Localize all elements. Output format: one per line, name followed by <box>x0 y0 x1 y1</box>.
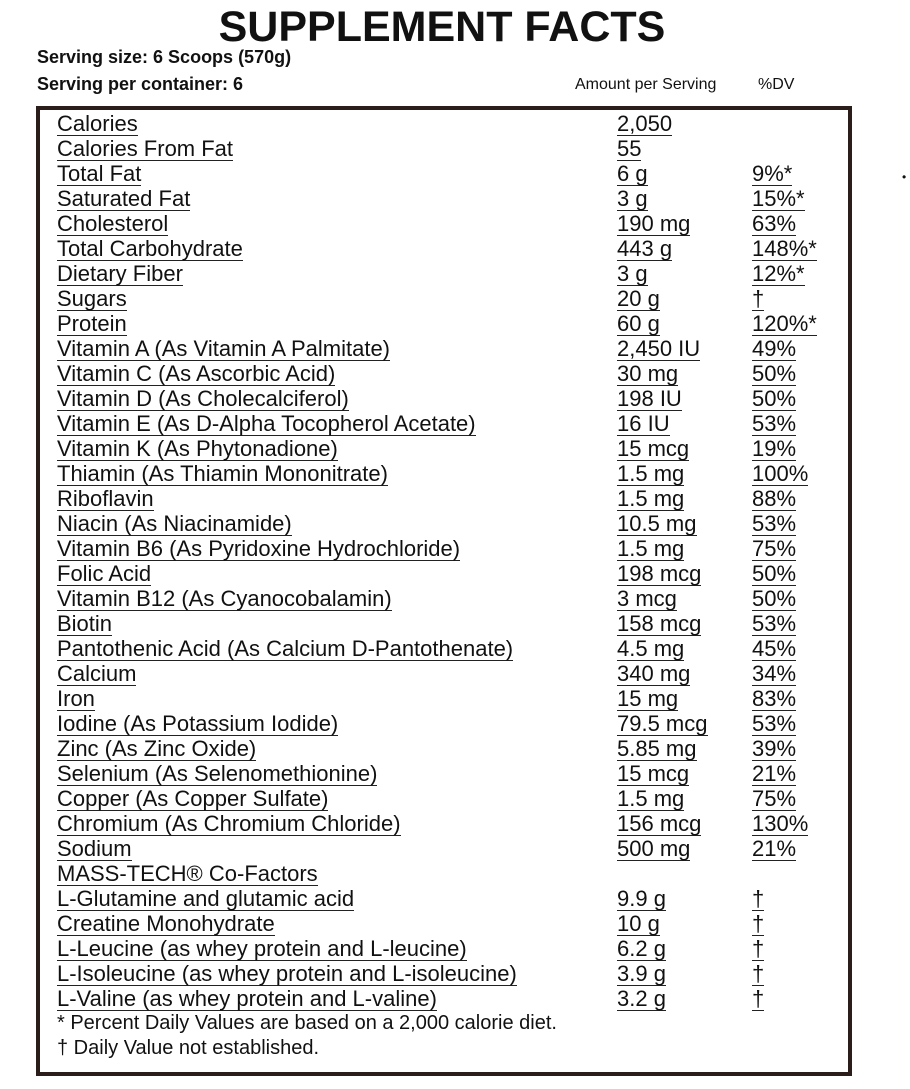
serving-size: Serving size: 6 Scoops (570g) <box>37 47 292 67</box>
nutrient-dv: † <box>752 961 765 986</box>
nutrient-name: Calories From Fat <box>57 136 234 161</box>
nutrient-amount: 10 g <box>617 911 660 936</box>
table-row <box>57 661 837 686</box>
nutrient-name: Calories <box>57 111 138 136</box>
nutrient-name: Protein <box>57 311 127 336</box>
nutrient-amount: 6 g <box>617 161 648 186</box>
nutrient-name: Vitamin B6 (As Pyridoxine Hydrochloride) <box>57 536 461 561</box>
page-title: SUPPLEMENT FACTS <box>218 3 666 51</box>
nutrient-name: L-Glutamine and glutamic acid <box>57 886 355 911</box>
nutrient-dv: 21% <box>752 836 797 861</box>
table-row <box>57 436 837 461</box>
table-row <box>57 336 837 361</box>
nutrient-name: Zinc (As Zinc Oxide) <box>57 736 257 761</box>
table-row <box>57 586 837 611</box>
table-row <box>57 686 837 711</box>
table-row <box>57 311 837 336</box>
nutrient-dv: 148%* <box>752 236 817 261</box>
nutrient-name: Iron <box>57 686 95 711</box>
nutrient-dv: 19% <box>752 436 797 461</box>
nutrient-dv: 120%* <box>752 311 817 336</box>
nutrient-amount: 16 IU <box>617 411 670 436</box>
nutrient-amount: 190 mg <box>617 211 691 236</box>
nutrient-dv: 50% <box>752 386 797 411</box>
table-row <box>57 611 837 636</box>
table-row <box>57 786 837 811</box>
table-row <box>57 211 837 236</box>
table-row <box>57 811 837 836</box>
nutrient-amount: 1.5 mg <box>617 486 685 511</box>
nutrient-amount: 30 mg <box>617 361 679 386</box>
table-row <box>57 361 837 386</box>
nutrient-amount: 3 mcg <box>617 586 677 611</box>
nutrient-name: Sugars <box>57 286 127 311</box>
nutrient-name: Vitamin A (As Vitamin A Palmitate) <box>57 336 391 361</box>
nutrient-dv: 130% <box>752 811 809 836</box>
nutrient-name: Dietary Fiber <box>57 261 183 286</box>
nutrient-amount: 1.5 mg <box>617 461 685 486</box>
nutrient-amount: 6.2 g <box>617 936 666 961</box>
table-row <box>57 886 837 911</box>
nutrient-dv: 39% <box>752 736 797 761</box>
nutrient-dv: 53% <box>752 711 797 736</box>
nutrient-dv: 50% <box>752 561 797 586</box>
nutrient-name: Sodium <box>57 836 132 861</box>
nutrient-amount: 198 mcg <box>617 561 702 586</box>
nutrient-name: Creatine Monohydrate <box>57 911 275 936</box>
nutrient-amount: 198 IU <box>617 386 682 411</box>
nutrient-name: Vitamin K (As Phytonadione) <box>57 436 338 461</box>
nutrient-amount: 2,450 IU <box>617 336 701 361</box>
nutrient-name: Total Fat <box>57 161 142 186</box>
table-row <box>57 986 837 1011</box>
nutrient-dv: 50% <box>752 586 797 611</box>
table-row <box>57 961 837 986</box>
nutrient-name: Biotin <box>57 611 113 636</box>
nutrient-amount: 3.2 g <box>617 986 666 1011</box>
nutrient-dv: 75% <box>752 536 797 561</box>
nutrient-dv: 53% <box>752 411 797 436</box>
nutrient-dv: † <box>752 286 765 311</box>
table-row <box>57 186 837 211</box>
nutrient-dv: 75% <box>752 786 797 811</box>
nutrient-dv: 100% <box>752 461 809 486</box>
table-row <box>57 386 837 411</box>
dv-column-header: %DV <box>758 76 795 93</box>
servings-per-container: Serving per container: 6 <box>37 74 244 94</box>
nutrient-name: Niacin (As Niacinamide) <box>57 511 292 536</box>
nutrient-name: Riboflavin <box>57 486 154 511</box>
amount-column-header: Amount per Serving <box>575 76 717 93</box>
nutrient-amount: 15 mcg <box>617 761 690 786</box>
nutrient-name: MASS-TECH® Co-Factors <box>57 861 318 886</box>
table-row <box>57 236 837 261</box>
nutrient-amount: 1.5 mg <box>617 536 685 561</box>
nutrient-dv: 88% <box>752 486 797 511</box>
nutrient-amount: 2,050 <box>617 111 673 136</box>
nutrient-name: Vitamin B12 (As Cyanocobalamin) <box>57 586 392 611</box>
nutrient-dv: 15%* <box>752 186 805 211</box>
footnote-dagger: † Daily Value not established. <box>57 1037 320 1059</box>
nutrient-name: Pantothenic Acid (As Calcium D-Pantothenate) <box>57 636 514 661</box>
footnote-percent-dv: * Percent Daily Values are based on a 2,000 calorie diet. <box>57 1012 557 1034</box>
table-row <box>57 261 837 286</box>
nutrient-amount: 1.5 mg <box>617 786 685 811</box>
nutrient-name: Vitamin E (As D-Alpha Tocopherol Acetate) <box>57 411 476 436</box>
nutrient-amount: 60 g <box>617 311 660 336</box>
nutrient-name: L-Leucine (as whey protein and L-leucine) <box>57 936 467 961</box>
nutrient-dv: 9%* <box>752 161 793 186</box>
nutrient-amount: 3.9 g <box>617 961 666 986</box>
nutrient-amount: 340 mg <box>617 661 691 686</box>
nutrient-amount: 20 g <box>617 286 660 311</box>
stray-dot: • <box>902 170 907 184</box>
nutrient-amount: 500 mg <box>617 836 691 861</box>
nutrient-amount: 5.85 mg <box>617 736 697 761</box>
table-row <box>57 161 837 186</box>
table-row <box>57 636 837 661</box>
nutrient-amount: 10.5 mg <box>617 511 697 536</box>
nutrient-amount: 79.5 mcg <box>617 711 708 736</box>
nutrient-amount: 158 mcg <box>617 611 702 636</box>
nutrient-dv: † <box>752 911 765 936</box>
nutrient-name: Iodine (As Potassium Iodide) <box>57 711 339 736</box>
nutrient-dv: 63% <box>752 211 797 236</box>
nutrient-amount: 4.5 mg <box>617 636 685 661</box>
nutrient-amount: 15 mg <box>617 686 679 711</box>
table-row <box>57 561 837 586</box>
nutrient-dv: † <box>752 936 765 961</box>
table-row <box>57 111 837 136</box>
nutrient-name: Chromium (As Chromium Chloride) <box>57 811 401 836</box>
nutrient-dv: 12%* <box>752 261 805 286</box>
nutrient-name: L-Isoleucine (as whey protein and L-isoleucine) <box>57 961 517 986</box>
nutrient-name: Folic Acid <box>57 561 152 586</box>
table-row <box>57 461 837 486</box>
nutrient-amount: 9.9 g <box>617 886 666 911</box>
table-row <box>57 736 837 761</box>
nutrient-name: Calcium <box>57 661 137 686</box>
nutrient-dv: 49% <box>752 336 797 361</box>
table-row <box>57 761 837 786</box>
nutrient-amount: 55 <box>617 136 642 161</box>
table-row <box>57 536 837 561</box>
nutrient-name: Copper (As Copper Sulfate) <box>57 786 329 811</box>
nutrient-amount: 156 mcg <box>617 811 702 836</box>
nutrient-dv: † <box>752 886 765 911</box>
nutrient-dv: † <box>752 986 765 1011</box>
nutrient-dv: 53% <box>752 511 797 536</box>
nutrient-amount: 443 g <box>617 236 673 261</box>
nutrient-name: Selenium (As Selenomethionine) <box>57 761 378 786</box>
nutrient-amount: 15 mcg <box>617 436 690 461</box>
nutrient-dv: 45% <box>752 636 797 661</box>
table-row <box>57 411 837 436</box>
table-row <box>57 711 837 736</box>
nutrient-dv: 50% <box>752 361 797 386</box>
nutrient-dv: 34% <box>752 661 797 686</box>
nutrient-table <box>57 111 837 1011</box>
nutrient-name: L-Valine (as whey protein and L-valine) <box>57 986 437 1011</box>
table-row <box>57 286 837 311</box>
table-row <box>57 136 837 161</box>
nutrient-amount: 3 g <box>617 261 648 286</box>
table-row <box>57 486 837 511</box>
table-row <box>57 836 837 861</box>
nutrient-dv: 53% <box>752 611 797 636</box>
table-row <box>57 936 837 961</box>
nutrient-name: Cholesterol <box>57 211 169 236</box>
table-row <box>57 911 837 936</box>
table-row <box>57 511 837 536</box>
nutrient-dv: 21% <box>752 761 797 786</box>
nutrient-name: Saturated Fat <box>57 186 191 211</box>
nutrient-name: Vitamin D (As Cholecalciferol) <box>57 386 349 411</box>
nutrient-amount: 3 g <box>617 186 648 211</box>
nutrient-name: Thiamin (As Thiamin Mononitrate) <box>57 461 388 486</box>
nutrient-dv: 83% <box>752 686 797 711</box>
nutrient-name: Total Carbohydrate <box>57 236 243 261</box>
nutrient-name: Vitamin C (As Ascorbic Acid) <box>57 361 336 386</box>
table-row <box>57 861 837 886</box>
